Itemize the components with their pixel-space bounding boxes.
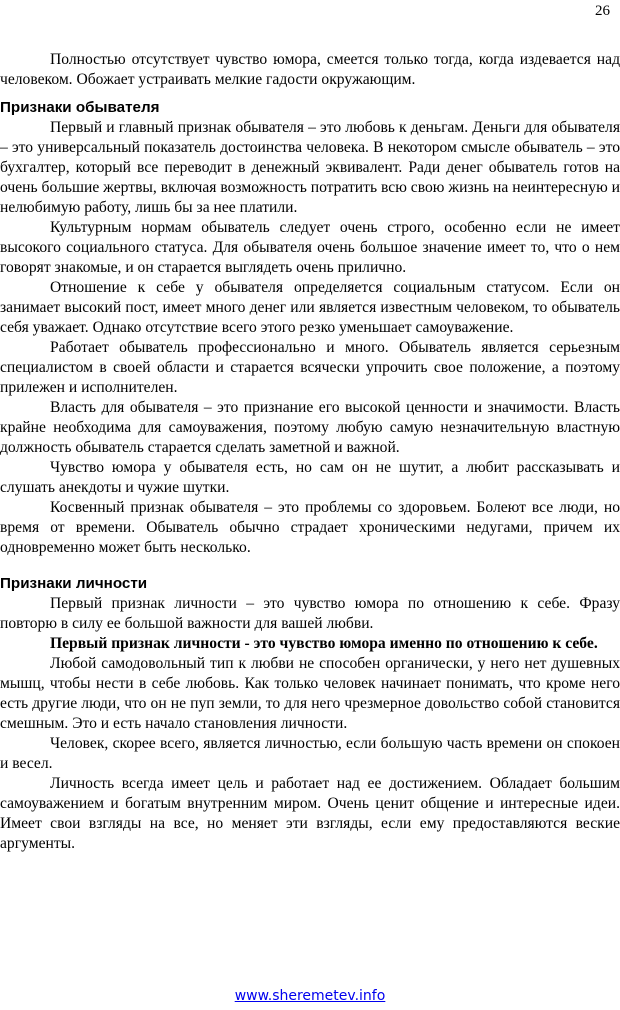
- bold-paragraph: Первый признак личности - это чувство юмора именно по отношению к себе.: [50, 635, 598, 652]
- paragraph: Отношение к себе у обывателя определяется социальным статусом. Если он занимает высокий пост, имеет много денег или является известным человеком, то обыватель себя уважает. Однако отсутствие всего этого резко уменьшает самоуважение.: [0, 279, 620, 336]
- paragraph: Культурным нормам обыватель следует очень строго, особенно если не имеет высокого социального статуса. Для обывателя очень большое значение имеет то, что о нем говорят знакомые, и он старается выглядеть очень прилично.: [0, 219, 620, 276]
- paragraph: Полностью отсутствует чувство юмора, смеется только тогда, когда издевается над человеком. Обожает устраивать мелкие гадости окружающим.: [0, 51, 620, 88]
- paragraph: Любой самодовольный тип к любви не способен органически, у него нет душевных мышц, чтобы нести в себе любовь. Как только человек начинает понимать, что кроме него есть другие люди, что он не пуп земли, то для него чрезмерное довольство собой становится смешным. Это и есть начало становления личности.: [0, 655, 620, 732]
- paragraph: Работает обыватель профессионально и много. Обыватель является серьезным специалистом в своей области и старается всячески упрочить свое положение, а поэтому прилежен и исполнителен.: [0, 339, 620, 396]
- paragraph: Личность всегда имеет цель и работает над ее достижением. Обладает большим самоуважением и богатым внутренним миром. Очень ценит общение и интересные идеи. Имеет свои взгляды на все, но меняет эти взгляды, если ему предоставляются веские аргументы.: [0, 775, 620, 852]
- footer: [0, 988, 620, 1004]
- page-content: [0, 50, 620, 854]
- page-number: 26: [595, 3, 610, 19]
- paragraph: Власть для обывателя – это признание его высокой ценности и значимости. Власть крайне необходима для самоуважения, поэтому любую самую незначительную властную должность обыватель старается сделать заметной и важной.: [0, 399, 620, 456]
- paragraph: Косвенный признак обывателя – это проблемы со здоровьем. Болеют все люди, но время от времени. Обыватель обычно страдает хроническими недугами, причем их одновременно может быть несколько.: [0, 499, 620, 556]
- paragraph: Первый признак личности – это чувство юмора по отношению к себе. Фразу повторю в силу ее большой важности для вашей любви.: [0, 595, 620, 632]
- paragraph: Чувство юмора у обывателя есть, но сам он не шутит, а любит рассказывать и слушать анекдоты и чужие шутки.: [0, 459, 620, 496]
- paragraph: Первый и главный признак обывателя – это любовь к деньгам. Деньги для обывателя – это универсальный показатель достоинства человека. В некотором смысле обыватель – это бухгалтер, который все переводит в денежный эквивалент. Ради денег обыватель готов на очень большие жертвы, включая возможность потратить всю свою жизнь на неинтересную и нелюбимую работу, лишь бы за нее платили.: [0, 119, 620, 216]
- section-heading-personality-signs: Признаки личности: [0, 575, 148, 592]
- paragraph: Человек, скорее всего, является личностью, если большую часть времени он спокоен и весел.: [0, 735, 620, 772]
- footer-website-link[interactable]: www.sheremetev.info: [234, 988, 386, 1004]
- section-heading-philistine-signs: Признаки обывателя: [0, 99, 160, 116]
